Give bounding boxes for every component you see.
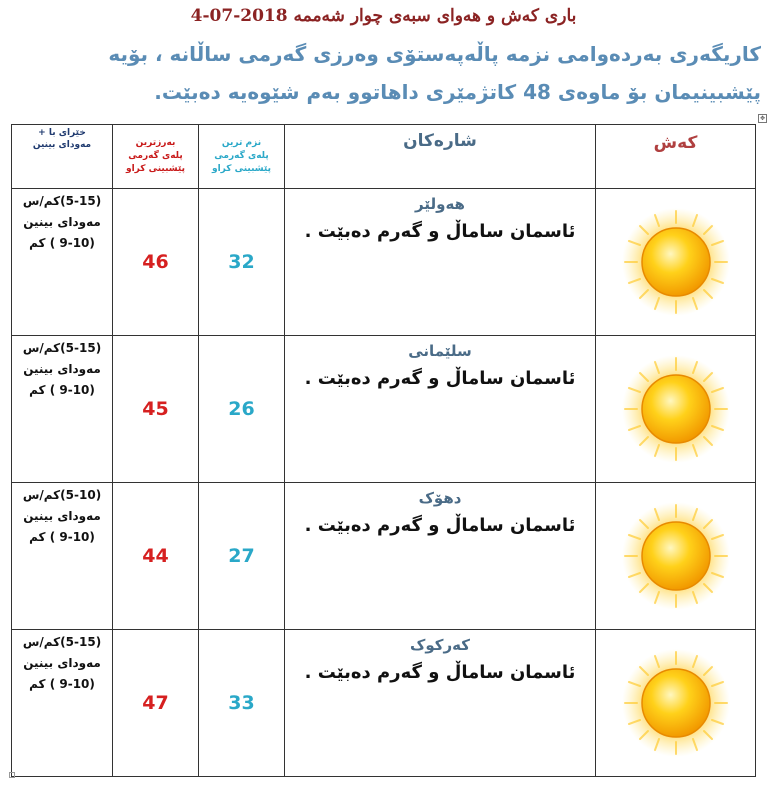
weather-description: ئاسمان ساماڵ و گەرم دەبێت . [304,515,576,537]
max-temp-cell: 46 [113,189,199,336]
table-row [12,336,756,483]
wind-visibility-cell: (5-10)کم/س مەودای بینین (9-10 ) کم [12,483,113,630]
sun-icon [621,648,731,758]
sun-icon [621,207,731,317]
forecast-table [11,124,756,777]
table-row [12,483,756,630]
sun-icon [621,354,731,464]
city-name: دهۆک [418,489,462,508]
min-temp-cell: 33 [199,630,285,777]
weather-description: ئاسمان ساماڵ و گەرم دەبێت . [304,368,576,390]
weather-icon-cell [596,483,756,630]
city-name: کەرکوک [410,636,470,655]
header-cities: شارەکان [285,125,596,189]
table-header-row [12,125,756,189]
weather-description: ئاسمان ساماڵ و گەرم دەبێت . [304,662,576,684]
min-temp-cell: 27 [199,483,285,630]
wind-visibility-cell: (5-15)کم/س مەودای بینین (9-10 ) کم [12,189,113,336]
paragraph-mark [9,772,15,778]
city-name: سلێمانی [408,342,472,361]
forecast-title: باری کەش و هەوای سبەی چوار شەممە 2018-07-4 [190,6,577,26]
weather-icon-cell [596,189,756,336]
max-temp-cell: 47 [113,630,199,777]
sun-icon [621,501,731,611]
header-max-temp: بەرزترین پلەی گەرمی پێشبینی کراو [113,125,199,189]
wind-visibility-cell: (5-15)کم/س مەودای بینین (9-10 ) کم [12,630,113,777]
forecast-subtitle-line2: پێشبینیمان بۆ ماوەی 48 کاتژمێری داهاتوو بەم شێوەیە دەبێت. [154,80,761,104]
header-wind-visibility: خێرای با + مەودای بینین [12,125,113,189]
max-temp-cell: 44 [113,483,199,630]
max-temp-cell: 45 [113,336,199,483]
city-cell [285,336,596,483]
min-temp-cell: 32 [199,189,285,336]
table-row [12,630,756,777]
city-cell [285,630,596,777]
header-weather: کەش [596,125,756,189]
wind-visibility-cell: (5-15)کم/س مەودای بینین (9-10 ) کم [12,336,113,483]
weather-icon-cell [596,336,756,483]
weather-description: ئاسمان ساماڵ و گەرم دەبێت . [304,221,576,243]
city-name: هەولێر [415,195,465,214]
city-cell [285,189,596,336]
weather-icon-cell [596,630,756,777]
table-move-handle-icon[interactable]: ✥ [759,115,766,122]
header-min-temp: نزم ترین پلەی گەرمی پێشبینی کراو [199,125,285,189]
forecast-subtitle-line1: کاریگەری بەردەوامی نزمە پاڵەپەستۆی وەرزی گەرمی ساڵانە ، بۆیە [108,42,761,66]
city-cell [285,483,596,630]
min-temp-cell: 26 [199,336,285,483]
table-row [12,189,756,336]
